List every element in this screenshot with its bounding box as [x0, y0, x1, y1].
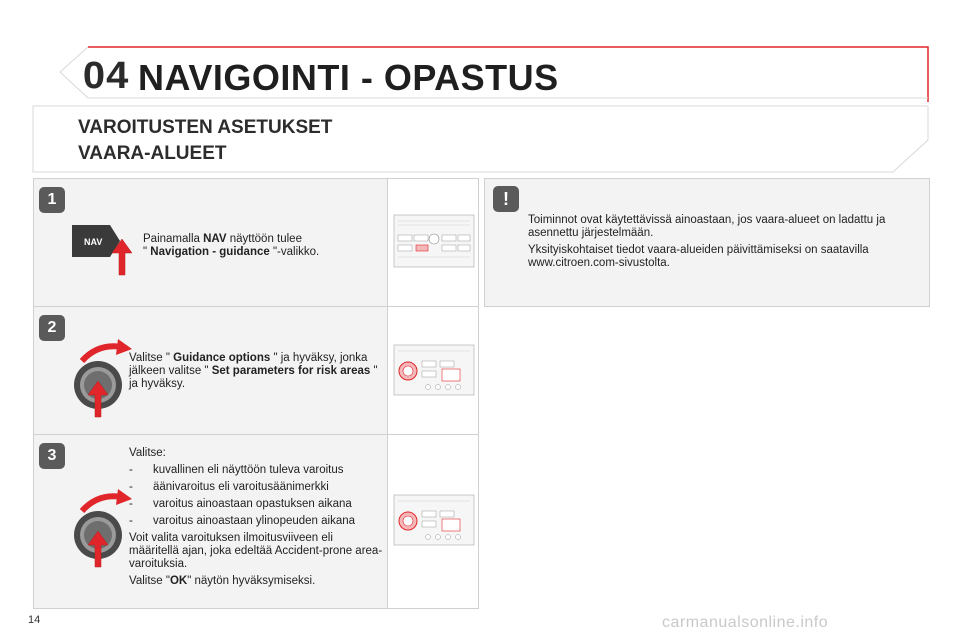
page-number: 14	[28, 614, 41, 626]
step-3-panel	[33, 434, 479, 609]
watermark: carmanualsonline.info	[662, 614, 829, 631]
chapter-number: 04	[82, 55, 130, 97]
step-3-radio-image	[387, 435, 478, 608]
step-1-badge: 1	[39, 187, 65, 213]
warning-paragraph-2: Yksityiskohtaiset tiedot vaara-alueiden päivittämiseksi on saatavilla www.citroen.com-sivustolta.	[528, 244, 869, 269]
guidance-options-keyword: Guidance options	[173, 352, 271, 364]
warning-icon: !	[493, 186, 519, 212]
radio-panel-illustration	[388, 179, 478, 306]
nav-button-label: NAV	[84, 237, 103, 247]
chapter-title: NAVIGOINTI - OPASTUS	[138, 57, 559, 98]
step-3-confirm: Valitse "OK" näytön hyväksymiseksi.	[129, 575, 316, 587]
radio-knob-panel-illustration	[388, 307, 478, 434]
warning-text	[528, 214, 918, 274]
warning-panel	[484, 178, 930, 307]
step-3-badge: 3	[39, 443, 65, 469]
warning-paragraph-1: Toiminnot ovat käytettävissä ainoastaan, jos vaara-alueet on ladattu ja asennettu järjestelmään.	[528, 214, 886, 239]
navigation-guidance-keyword: Navigation - guidance	[150, 246, 270, 258]
nav-keyword: NAV	[203, 233, 227, 245]
step-2-radio-image	[387, 307, 478, 434]
step-2-badge: 2	[39, 315, 65, 341]
step-2-text: Valitse " Guidance options " ja hyväksy, jonka jälkeen valitse " Set parameters for risk areas " ja hyväksy.	[129, 352, 378, 390]
list-item: - äänivaroitus eli varoitusäänimerkki	[129, 481, 329, 493]
list-item: - varoitus ainoastaan opastuksen aikana	[129, 498, 352, 510]
step-1-panel	[33, 178, 479, 307]
nav-button-illustration	[64, 215, 144, 277]
section-title-risk-areas: VAARA-ALUEET	[78, 143, 227, 164]
step-1-radio-image	[387, 179, 478, 306]
section-title-warning-settings: VAROITUSTEN ASETUKSET	[78, 117, 333, 138]
set-parameters-keyword: Set parameters for risk areas	[211, 365, 371, 377]
step-2-panel	[33, 306, 479, 435]
step-3-delay-paragraph: Voit valita varoituksen ilmoitusviiveen eli määritellä ajan, joka edeltää Accident-prone area-varoituksia.	[129, 532, 383, 570]
ok-keyword: OK	[169, 575, 188, 587]
list-item: - kuvallinen eli näyttöön tuleva varoitus	[129, 464, 344, 476]
step-3-text	[129, 447, 384, 592]
list-item: - varoitus ainoastaan ylinopeuden aikana	[129, 515, 356, 527]
step-1-text: Painamalla NAV näyttöön tulee " Navigation - guidance "-valikko.	[143, 233, 320, 258]
step-3-intro: Valitse:	[129, 447, 166, 459]
radio-knob-panel-illustration	[388, 435, 478, 608]
